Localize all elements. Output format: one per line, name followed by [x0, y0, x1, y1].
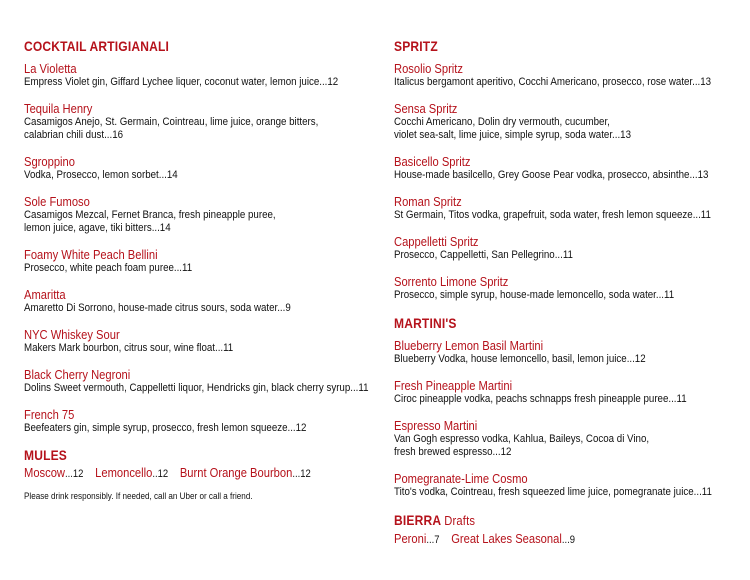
- menu-item: [394, 419, 736, 459]
- description-line: fresh brewed espresso...12: [394, 446, 512, 458]
- menu-item-description: [24, 342, 376, 355]
- menu-item-description: [24, 169, 376, 182]
- menu-item: [394, 102, 736, 142]
- menu-item: [24, 102, 376, 142]
- mule-name: Moscow: [24, 465, 66, 480]
- menu-item-name: Sole Fumoso: [24, 194, 90, 209]
- menu-item-description: [394, 209, 736, 222]
- spritz-list: [394, 62, 736, 302]
- menu-item-name: Blueberry Lemon Basil Martini: [394, 338, 544, 353]
- menu-item: [24, 62, 376, 89]
- menu-item-name: Espresso Martini: [394, 418, 478, 433]
- menu-item-description: [394, 393, 736, 406]
- menu-item-name: Pomegranate-Lime Cosmo: [394, 471, 528, 486]
- menu-item-description: [24, 209, 376, 235]
- description-line: Casamigos Mezcal, Fernet Branca, fresh pineapple puree,: [24, 209, 276, 221]
- menu-item: [394, 235, 736, 262]
- menu-item-name: Tequila Henry: [24, 101, 93, 116]
- description-line: Prosecco, Cappelletti, San Pellegrino...11: [394, 249, 573, 261]
- menu-item: [24, 288, 376, 315]
- description-line: Prosecco, simple syrup, house-made lemoncello, soda water...11: [394, 289, 675, 301]
- menu-item: [394, 379, 736, 406]
- description-line: Amaretto Di Sorrono, house-made citrus sours, soda water...9: [24, 302, 291, 314]
- description-line: lemon juice, agave, tiki bitters...14: [24, 222, 171, 234]
- menu-item-name: Cappelletti Spritz: [394, 234, 479, 249]
- menu-item: [24, 328, 376, 355]
- description-line: Empress Violet gin, Giffard Lychee liquer, coconut water, lemon juice...12: [24, 76, 339, 88]
- beer-name: Great Lakes Seasonal: [451, 531, 562, 546]
- right-column: [394, 38, 736, 547]
- menu-item-description: [394, 353, 736, 366]
- menu-item: [394, 275, 736, 302]
- menu-item-description: [394, 116, 736, 142]
- beer-name: Peroni: [394, 531, 427, 546]
- menu-item: [394, 195, 736, 222]
- menu-item: [24, 248, 376, 275]
- menu-item: [394, 339, 736, 366]
- menu-item-description: [394, 169, 736, 182]
- menu-item: [24, 368, 376, 395]
- menu-item: [394, 155, 736, 182]
- bierra-title: BIERRA: [394, 512, 441, 528]
- description-line: House-made basilcello, Grey Goose Pear vodka, prosecco, absinthe...13: [394, 169, 709, 181]
- menu-item-name: Rosolio Spritz: [394, 61, 463, 76]
- bierra-row: [394, 532, 688, 547]
- beer-price: ...7: [426, 534, 440, 546]
- mule-name: Lemoncello: [95, 465, 153, 480]
- description-line: calabrian chili dust...16: [24, 129, 124, 141]
- mules-row: [24, 466, 327, 481]
- menu-item-description: [394, 249, 736, 262]
- menu-item-description: [394, 486, 736, 499]
- menu-item-name: Black Cherry Negroni: [24, 367, 131, 382]
- description-line: St Germain, Titos vodka, grapefruit, soda water, fresh lemon squeeze...11: [394, 209, 711, 221]
- menu-item-description: [394, 289, 736, 302]
- menu-item-name: Sorrento Limone Spritz: [394, 274, 509, 289]
- description-line: Vodka, Prosecco, lemon sorbet...14: [24, 169, 178, 181]
- menu-item-description: [394, 433, 736, 459]
- beer-price: ...9: [561, 534, 575, 546]
- menu-item-description: [24, 422, 376, 435]
- description-line: Casamigos Anejo, St. Germain, Cointreau, lime juice, orange bitters,: [24, 116, 319, 128]
- menu-item: [394, 472, 736, 499]
- description-line: Prosecco, white peach foam puree...11: [24, 262, 193, 274]
- menu-item-name: Roman Spritz: [394, 194, 462, 209]
- menu-item-name: Fresh Pineapple Martini: [394, 378, 513, 393]
- description-line: Tito's vodka, Cointreau, fresh squeezed lime juice, pomegranate juice...11: [394, 486, 712, 498]
- description-line: Blueberry Vodka, house lemoncello, basil, lemon juice...12: [394, 353, 646, 365]
- description-line: Beefeaters gin, simple syrup, prosecco, fresh lemon squeeze...12: [24, 422, 307, 434]
- bierra-subtitle: Drafts: [444, 513, 476, 528]
- menu-item: [24, 195, 376, 235]
- description-line: Cocchi Americano, Dolin dry vermouth, cucumber,: [394, 116, 610, 128]
- menu-item-name: Basicello Spritz: [394, 154, 471, 169]
- martini-list: [394, 339, 736, 499]
- menu-item-name: NYC Whiskey Sour: [24, 327, 120, 342]
- responsibility-note: Please drink responsibly. If needed, call an Uber or call a friend.: [24, 491, 253, 501]
- menu-item-name: La Violetta: [24, 61, 77, 76]
- menu-item-name: Sensa Spritz: [394, 101, 458, 116]
- menu-item-description: [24, 116, 376, 142]
- menu-item: [24, 155, 376, 182]
- cocktails-heading: COCKTAIL ARTIGIANALI: [24, 38, 170, 54]
- mules-heading: MULES: [24, 447, 67, 463]
- menu-item-description: [24, 262, 376, 275]
- spritz-heading: SPRITZ: [394, 38, 438, 54]
- mule-price: ...12: [292, 468, 311, 480]
- description-line: Dolins Sweet vermouth, Cappelletti liquor, Hendricks gin, black cherry syrup...11: [24, 382, 369, 394]
- mule-name: Burnt Orange Bourbon: [179, 465, 293, 480]
- menu-item-name: Amaritta: [24, 287, 66, 302]
- mule-price: ...12: [65, 468, 84, 480]
- bierra-heading: [394, 512, 688, 529]
- left-column: [24, 38, 376, 501]
- description-line: Italicus bergamont aperitivo, Cocchi Americano, prosecco, rose water...13: [394, 76, 712, 88]
- description-line: Ciroc pineapple vodka, peachs schnapps fresh pineapple puree...11: [394, 393, 687, 405]
- description-line: Makers Mark bourbon, citrus sour, wine float...11: [24, 342, 234, 354]
- menu-item-description: [394, 76, 736, 89]
- menu-item-description: [24, 76, 376, 89]
- menu-item-name: Foamy White Peach Bellini: [24, 247, 158, 262]
- menu-item: [24, 408, 376, 435]
- menu-item-name: Sgroppino: [24, 154, 75, 169]
- martinis-heading: MARTINI'S: [394, 315, 457, 331]
- cocktail-list: [24, 62, 376, 435]
- menu-item-name: French 75: [24, 407, 75, 422]
- mule-price: ..12: [152, 468, 169, 480]
- menu-item-description: [24, 302, 376, 315]
- menu-item-description: [24, 382, 376, 395]
- description-line: violet sea-salt, lime juice, simple syrup, soda water...13: [394, 129, 631, 141]
- menu-item: [394, 62, 736, 89]
- description-line: Van Gogh espresso vodka, Kahlua, Baileys, Cocoa di Vino,: [394, 433, 650, 445]
